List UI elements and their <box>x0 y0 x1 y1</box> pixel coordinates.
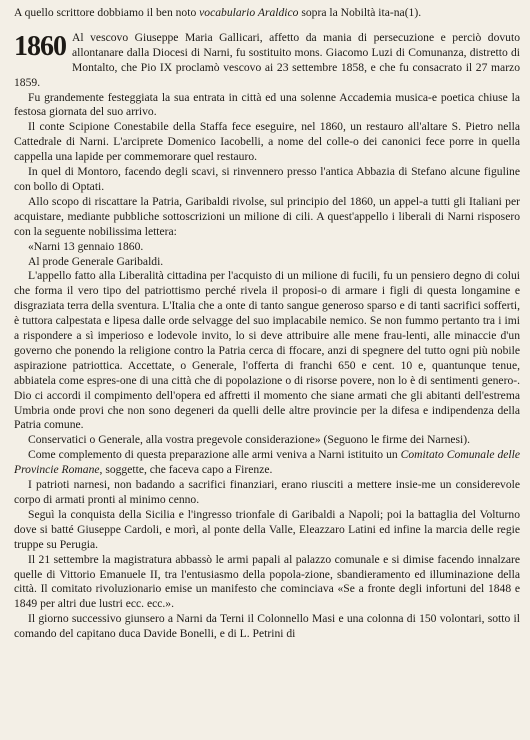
letter-body: L'appello fatto alla Liberalità cittadina per l'acquisto di un milione di fucili, fu un pensiero degno di colui che forma il vero tipo del patriottismo perché rivela il proposi-o di armare i figli di questa longamine e disgraziata terra della sventura. L'Italia che a onte di tanto sangue generoso sparso e di tanti sacrifici sofferti, è tuttora calpestata e lipesa dalle orde selvagge del suo implacabile nemico. Se non fummo pertanto tra i imi a rispondere a sì imperioso e lodevole invito, lo si deve attribuire alle mene frau-lenti, alle minaccie d'un governo che ponendo la religione contro la Patria cerca di ffocare, anzi di spegnere del tutto ogni più nobile aspirazione patriottica. Accettate, o Generale, l'offerta di franchi 650 e cent. 10 e, quantunque tenue, abbiatela come espres-one di una città che di popolazione o di risorse povere, non lo è di sentimenti genero-. Dio ci accordi il compimento dell'opera ed affretti il momento che siane armati che gli abitanti dell'estrema Umbria onde provi che non sono degeneri da quelli delle altre provincie per la difesa e indipendenza della Patria comune. <box>14 269 520 432</box>
committee-name: Comitato Comunale delle Provincie Romane <box>14 448 520 477</box>
committee-text-end: , soggette, che faceva capo a Firenze. <box>99 463 273 477</box>
first-paragraph-text: Al vescovo Giuseppe Maria Gallicari, affetto da mania di persecuzione e perciò dovuto allontanare dalla Diocesi di Narni, fu sostituito mons. Giacomo Luzi di Comunanza, distretto di Montalto, che Pio IX proclamò vescovo ai 23 settembre 1858, e che fu consacrato il 27 marzo 1859. <box>14 30 520 89</box>
committee-text: Come complemento di questa preparazione alle armi veniva a Narni istituito un <box>28 448 401 462</box>
letter-date: «Narni 13 gennaio 1860. <box>28 239 144 253</box>
intro-text: A quello scrittore dobbiamo il ben noto <box>14 6 200 19</box>
paragraph: Il giorno successivo giunsero a Narni da Terni il Colonnello Masi e una colonna di 150 volontari, sotto il comando del capitano duca Davide Bonelli, e di L. Petrini di <box>14 612 520 641</box>
paragraph: Fu grandemente festeggiata la sua entrata in città ed una solenne Accademia musica-e poetica chiuse la festosa giornata del suo arrivo. <box>14 90 520 119</box>
letter-salutation: Al prode Generale Garibaldi. <box>28 254 164 268</box>
work-title: vocabulario Araldico <box>199 6 299 19</box>
intro-text-end: sopra la Nobiltà ita-na(1). <box>298 6 422 19</box>
paragraph: I patrioti narnesi, non badando a sacrifici finanziari, erano riusciti a mettere insie-me un considerevole corpo di armati pronti al minimo cenno. <box>14 478 520 506</box>
section-year: 1860 <box>14 30 66 62</box>
paragraph: Il conte Scipione Conestabile della Staffa fece eseguire, nel 1860, un restauro all'altare S. Pietro nella Cattedrale di Narni. L'arciprete Domenico Iacobelli, a nome del colle-o dei canonici fece porre in quella cappella una lapide per commemorare quel restauro. <box>14 120 520 164</box>
paragraph: Seguì la conquista della Sicilia e l'ingresso trionfale di Garibaldi a Napoli; poi la battaglia del Volturno dove si batté Giuseppe Cardoli, e morì, al ponte della Valle, Eleazzaro Latini ed infine la marcia delle regie truppe su Perugia. <box>14 507 520 551</box>
year-paragraph <box>14 31 520 91</box>
intro-paragraph <box>14 6 520 21</box>
paragraph: In quel di Montoro, facendo degli scavi, si rinvennero presso l'antica Abbazia di Stefano alcune figuline con bollo di Optati. <box>14 165 520 193</box>
paragraph: Allo scopo di riscattare la Patria, Garibaldi rivolse, sul principio del 1860, un appel-a tutti gli Italiani per acquistare, mediante pubbliche sottoscrizioni un milione di cili. A quest'appello i liberali di Narni risposero con la seguente nobilissima lettera: <box>14 194 520 238</box>
letter-closing: Conservatici o Generale, alla vostra pregevole considerazione» (Seguono le firme dei Narnesi). <box>28 433 471 447</box>
committee-paragraph <box>14 448 520 478</box>
paragraph: Il 21 settembre la magistratura abbassò le armi papali al palazzo comunale e si dimise facendo innalzare quelle di Vittorio Emanuele II, tra l'entusiasmo della popola-zione, sbandieramento ed illuminazione della città. Il comitato rivoluzionario emise un manifesto che cominciava «Se a fronte degli infortuni del 1848 e 1849 per altri due lustri ecc. ecc.». <box>14 552 520 611</box>
